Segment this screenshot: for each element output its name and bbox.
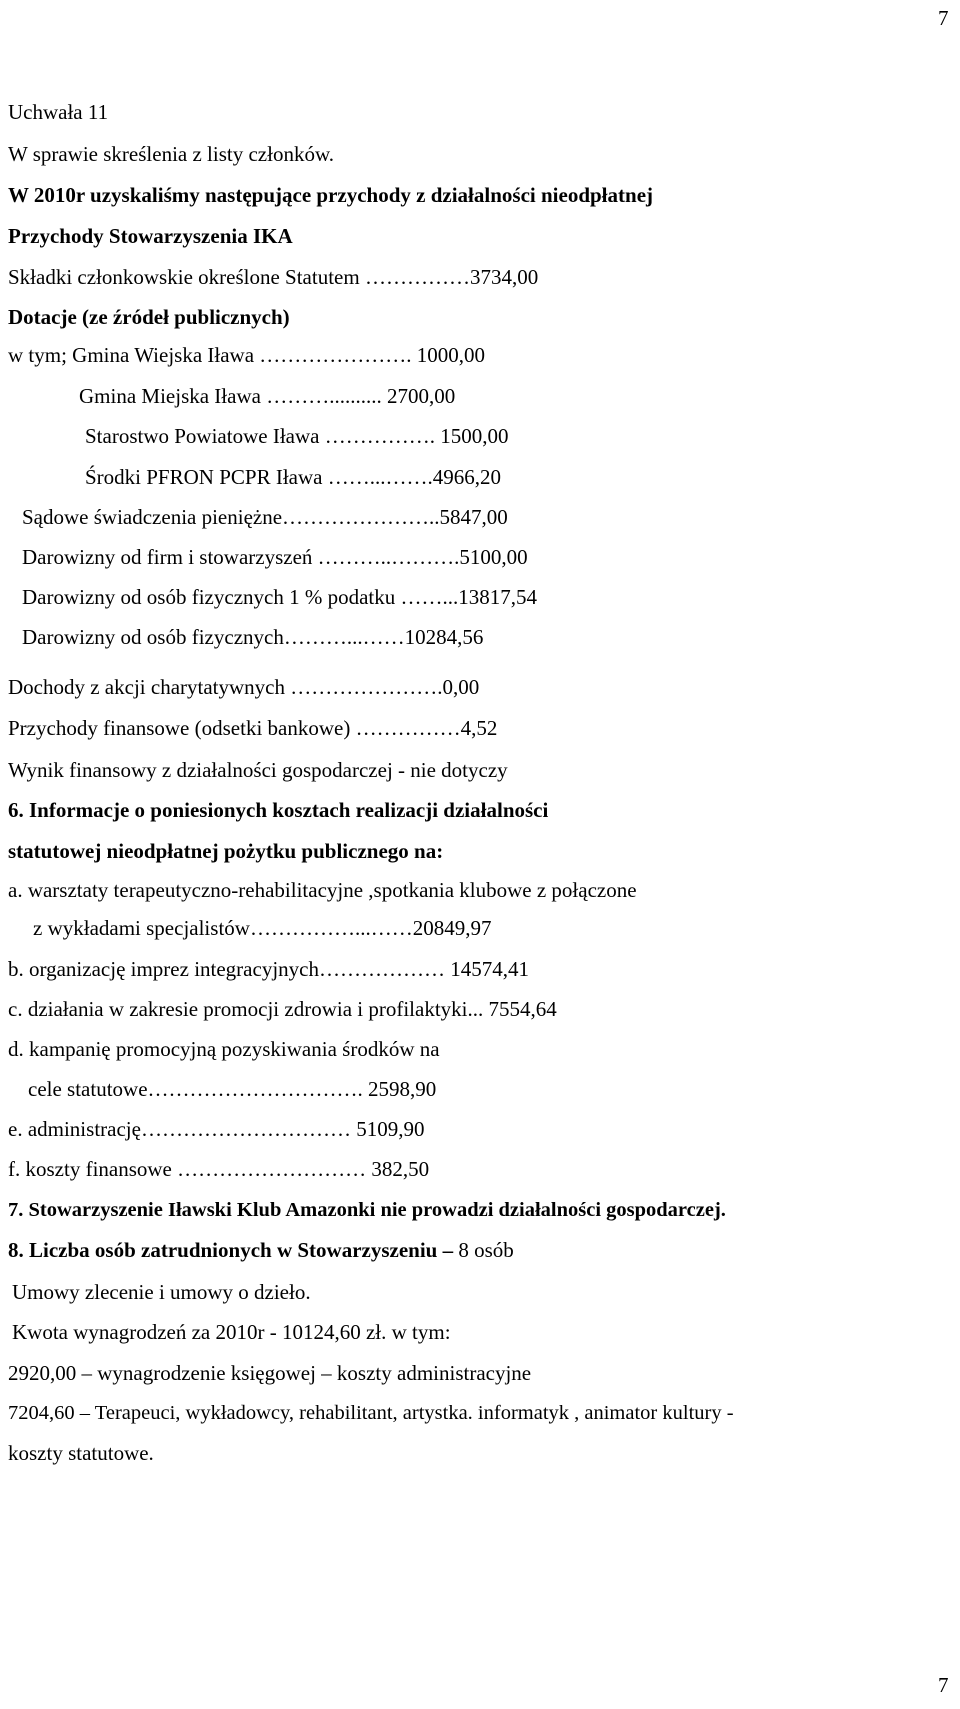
business-result: Wynik finansowy z działalności gospodarczej - nie dotyczy — [8, 758, 508, 782]
salary-therapists-cont: koszty statutowe. — [8, 1441, 154, 1465]
cost-c: c. działania w zakresie promocji zdrowia i profilaktyki... 7554,64 — [8, 997, 557, 1021]
page-number-top: 7 — [938, 6, 949, 30]
revenue-charity: Dochody z akcji charytatywnych ………………….0,00 — [8, 675, 480, 699]
salary-accountant: 2920,00 – wynagrodzenie księgowej – koszty administracyjne — [8, 1361, 532, 1385]
revenue-subheading: Przychody Stowarzyszenia IKA — [8, 224, 293, 248]
revenue-financial: Przychody finansowe (odsetki bankowe) ……………4,52 — [8, 716, 498, 740]
cost-d-line1: d. kampanię promocyjną pozyskiwania środków na — [8, 1037, 440, 1061]
cost-a-line1: a. warsztaty terapeutyczno-rehabilitacyjne ,spotkania klubowe z połączone — [8, 878, 637, 902]
revenue-individual-donations: Darowizny od osób fizycznych………...……10284,56 — [22, 625, 484, 649]
cost-d-line2: cele statutowe…………………………. 2598,90 — [28, 1077, 437, 1101]
section-8: 8. Liczba osób zatrudnionych w Stowarzyszeniu – 8 osób — [8, 1238, 514, 1262]
page-number-bottom: 7 — [938, 1673, 949, 1697]
cost-e: e. administrację………………………… 5109,90 — [8, 1117, 425, 1141]
salary-therapists: 7204,60 – Terapeuci, wykładowcy, rehabilitant, artystka. informatyk , animator kultury - — [8, 1402, 734, 1424]
resolution-title: Uchwała 11 — [8, 100, 109, 124]
subsidy-pfron: Środki PFRON PCPR Iława ……...…….4966,20 — [85, 465, 501, 489]
revenue-company-donations: Darowizny od firm i stowarzyszeń ………..……….5100,00 — [22, 545, 528, 569]
resolution-subject: W sprawie skreślenia z listy członków. — [8, 142, 334, 166]
subsidy-gmina-miejska: Gmina Miejska Iława ……….......... 2700,00 — [79, 384, 456, 408]
revenue-membership-fees: Składki członkowskie określone Statutem ……………3734,00 — [8, 265, 539, 289]
cost-b: b. organizację imprez integracyjnych……………… 14574,41 — [8, 957, 529, 981]
section-6-heading-line2: statutowej nieodpłatnej pożytku publicznego na: — [8, 839, 444, 863]
cost-f: f. koszty finansowe ……………………… 382,50 — [8, 1157, 430, 1181]
section-6-heading-line1: 6. Informacje o poniesionych kosztach realizacji działalności — [8, 798, 549, 822]
section-7: 7. Stowarzyszenie Iławski Klub Amazonki nie prowadzi działalności gospodarczej. — [8, 1199, 726, 1221]
cost-a-line2: z wykładami specjalistów……………...……20849,97 — [33, 916, 492, 940]
subsidy-gmina-wiejska: w tym; Gmina Wiejska Iława …………………. 1000,00 — [8, 343, 486, 367]
subsidy-starostwo: Starostwo Powiatowe Iława ……………. 1500,00 — [85, 424, 509, 448]
subsidies-heading: Dotacje (ze źródeł publicznych) — [8, 305, 290, 329]
salary-total: Kwota wynagrodzeń za 2010r - 10124,60 zł. w tym: — [12, 1320, 451, 1344]
revenue-court-benefits: Sądowe świadczenia pieniężne…………………..5847,00 — [22, 505, 508, 529]
contracts-note: Umowy zlecenie i umowy o dzieło. — [12, 1280, 311, 1304]
revenue-heading: W 2010r uzyskaliśmy następujące przychody z działalności nieodpłatnej — [8, 183, 654, 207]
revenue-one-percent-tax: Darowizny od osób fizycznych 1 % podatku ……...13817,54 — [22, 585, 537, 609]
